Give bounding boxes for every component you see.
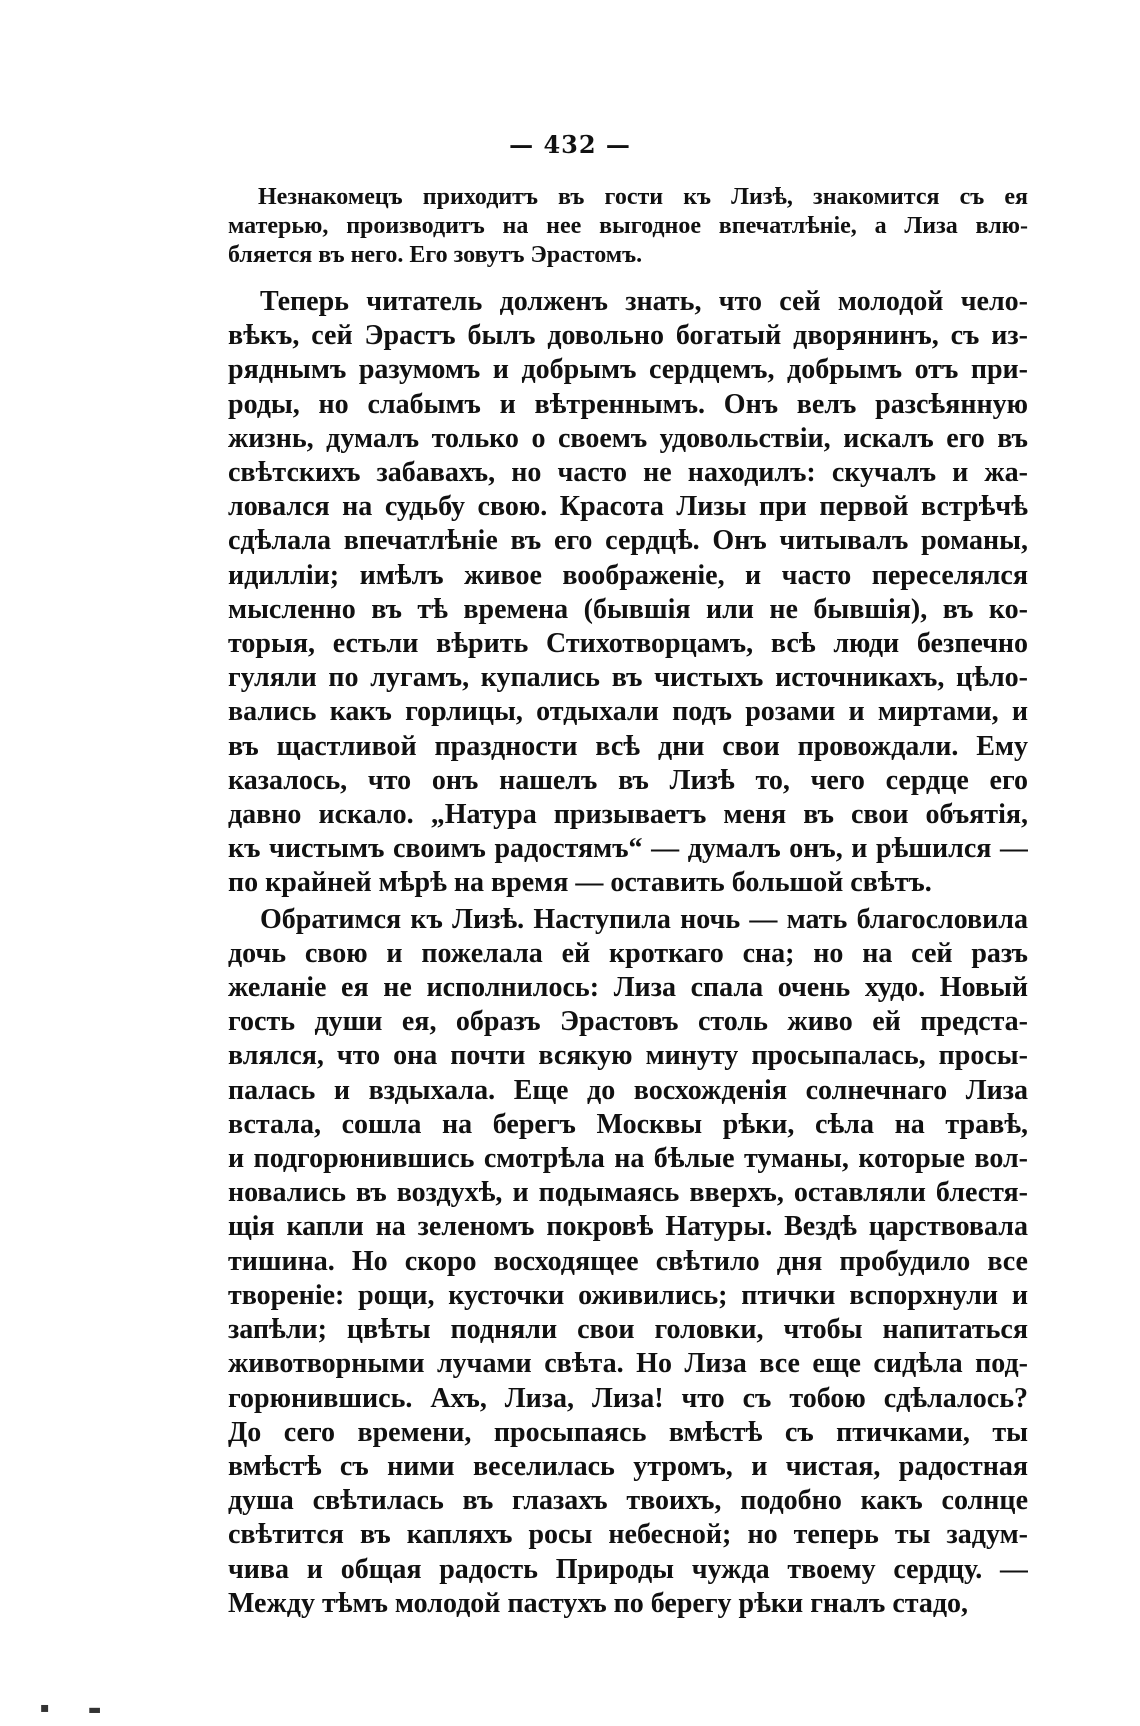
paragraph — [228, 285, 1028, 901]
text-line: идилліи; имѣлъ живое воображеніе, и часто переселялся — [228, 559, 1028, 591]
scan-speck: ▬ — [88, 1702, 102, 1718]
text-line: Между тѣмъ молодой пастухъ по берегу рѣки гналъ стадо, — [228, 1587, 969, 1619]
text-line: встала, сошла на берегъ Москвы рѣки, сѣла на травѣ, — [228, 1108, 1028, 1140]
text-line: Обратимся къ Лизѣ. Наступила ночь — мать благословила — [260, 903, 1028, 935]
text-line: твореніе: рощи, кусточки оживились; птички вспорхнули и — [228, 1279, 1028, 1311]
text-line: и подгорюнившись смотрѣла на бѣлые туманы, которые вол- — [228, 1143, 1028, 1175]
summary-line: бляется въ него. Его зовутъ Эрастомъ. — [228, 242, 643, 268]
text-line: ряднымъ разумомъ и добрымъ сердцемъ, добрымъ отъ при- — [228, 354, 1028, 386]
text-line: гость души ея, образъ Эрастовъ столь живо ей предста- — [228, 1006, 1028, 1038]
text-line: душа свѣтилась въ глазахъ твоихъ, подобно какъ солнце — [228, 1485, 1028, 1517]
text-line: вмѣстѣ съ ними веселилась утромъ, и чистая, радостная — [228, 1450, 1028, 1482]
text-line: роды, но слабымъ и вѣтреннымъ. Онъ велъ разсѣянную — [228, 388, 1028, 420]
text-line: новались въ воздухѣ, и подымаясь вверхъ, оставляли блестя- — [228, 1177, 1028, 1209]
text-line: ловался на судьбу свою. Красота Лизы при первой встрѣчѣ — [228, 491, 1028, 523]
text-line: въ щастливой праздности всѣ дни свои провождали. Ему — [228, 730, 1028, 762]
summary-line: Незнакомецъ приходитъ въ гости къ Лизѣ, знакомится съ ея — [258, 184, 1028, 210]
text-line: торыя, естьли вѣрить Стихотворцамъ, всѣ люди безпечно — [228, 628, 1028, 660]
text-line: давно искало. „Натура призываетъ меня въ свои объятія, — [228, 799, 1028, 831]
text-line: жизнь, думалъ только о своемъ удовольствіи, искалъ его въ — [228, 422, 1028, 454]
text-line: запѣли; цвѣты подняли свои головки, чтобы напитаться — [228, 1314, 1028, 1346]
text-line: свѣтскихъ забавахъ, но часто не находилъ: скучалъ и жа- — [228, 457, 1028, 489]
text-line: дочь свою и пожелала ей кроткаго сна; но на сей разъ — [228, 937, 1028, 969]
text-line: щія капли на зеленомъ покровѣ Натуры. Вездѣ царствовала — [228, 1211, 1028, 1243]
chapter-summary — [228, 183, 1028, 270]
text-line: чива и общая радость Природы чужда твоему сердцу. — — [228, 1553, 1028, 1585]
text-line: Теперь читатель долженъ знать, что сей молодой чело- — [260, 286, 1028, 317]
text-line: мысленно въ тѣ времена (бывшія или не бывшія), въ ко- — [228, 593, 1028, 625]
paragraph — [228, 903, 1028, 1621]
text-line: по крайней мѣрѣ на время — оставить большой свѣтъ. — [228, 867, 932, 899]
text-line: вались какъ горлицы, отдыхали подъ розами и миртами, и — [228, 696, 1028, 728]
text-line: гуляли по лугамъ, купались въ чистыхъ источникахъ, цѣло- — [228, 662, 1028, 694]
text-line: къ чистымъ своимъ радостямъ“ — думалъ онъ, и рѣшился — — [228, 833, 1028, 865]
page-number: — 432 — — [509, 130, 631, 159]
text-line: влялся, что она почти всякую минуту просыпалась, просы- — [228, 1040, 1028, 1072]
scan-speck: ▪ — [40, 1700, 50, 1716]
text-line: сдѣлала впечатлѣніе въ его сердцѣ. Онъ читывалъ романы, — [228, 525, 1028, 557]
text-line: казалось, что онъ нашелъ въ Лизѣ то, чего сердце его — [228, 764, 1028, 796]
body-text — [228, 285, 1028, 1623]
text-line: До сего времени, просыпаясь вмѣстѣ съ птичками, ты — [228, 1416, 1028, 1448]
text-line: желаніе ея не исполнилось: Лиза спала очень худо. Новый — [228, 972, 1028, 1004]
text-line: тишина. Но скоро восходящее свѣтило дня пробудило все — [228, 1245, 1028, 1277]
text-line: вѣкъ, сей Эрастъ былъ довольно богатый дворянинъ, съ из- — [228, 320, 1028, 352]
text-line: животворными лучами свѣта. Но Лиза все еще сидѣла под- — [228, 1348, 1028, 1380]
summary-line: матерью, производитъ на нее выгодное впечатлѣніе, а Лиза влю- — [228, 213, 1028, 239]
text-line: горюнившись. Ахъ, Лиза, Лиза! что съ тобою сдѣлалось? — [228, 1382, 1028, 1414]
text-line: свѣтится въ капляхъ росы небесной; но теперь ты задум- — [228, 1519, 1028, 1551]
text-line: палась и вздыхала. Еще до восхожденія солнечнаго Лиза — [228, 1074, 1028, 1106]
